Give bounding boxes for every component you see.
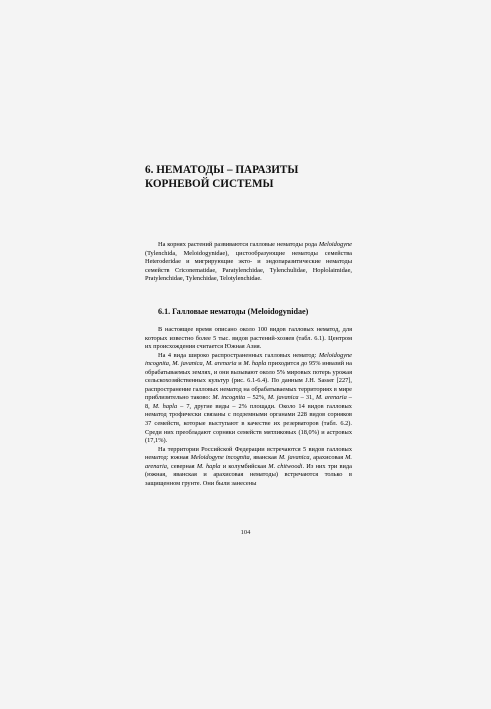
section-body (145, 326, 352, 488)
italic-run: M. incognita (212, 394, 246, 402)
text-run: (Tylenchida, Meloidogynidae), цистообразующие нематоды семейства Heteroderidae и мигрирующие экто- и эндопаразитические нематоды семейств Criconematidae, Paratylenchidae, Tylenchulidae, Hoplolaimidae, Pratylenchidae, Tylenchidae, Telotylenchidae. (145, 249, 352, 283)
paragraph-1: В настоящее время описано около 100 видов галловых нематод, для которых известно более 5 тыс. видов растений-хозяев (табл. 6.1). Центром их происхождения считается Южная Азия. (145, 326, 352, 351)
section-title: 6.1. Галловые нематоды (Meloidogynidae) (158, 307, 309, 316)
text-run: – 31, (298, 394, 316, 402)
paragraph-2 (145, 352, 352, 446)
text-run: – 8, (145, 394, 352, 410)
text-run: , арахисовая (309, 454, 346, 462)
italic-run: M. hapla (152, 402, 178, 410)
text-run: . Из них три вида (южная, яванская и арахисовая нематоды) встречаются только в защищенном грунте. Они были занесены (145, 462, 352, 487)
chapter-title: 6. НЕМАТОДЫ – ПАРАЗИТЫ КОРНЕВОЙ СИСТЕМЫ (145, 164, 299, 190)
text-run: На корнях растений развиваются галловые нематоды рода (158, 241, 319, 248)
text-run: – 7, другие виды – 2% площади. Около 14 видов галловых нематод трофически связаны с подземными органами 228 видов сорняков 37 семейств, которые выступают в качестве их резерваторов (табл. 6.2). Среди них преобладают сорняки семейств мятликовых (18,0%) и астровых (17,1%). (145, 402, 352, 445)
text-run: , яванская (249, 454, 279, 462)
italic-run: M. javanica (278, 454, 310, 462)
italic-run: M. arenaria (315, 394, 347, 402)
text-run: , северная (166, 462, 197, 470)
text-run: приходится до 95% инвазий на обрабатываемых землях, и они вызывают около 5% мировых потерь урожая сельскохозяйственных культур (рис. 6.1-6.4). По данным J.H. Sasser [227], распространение галловых нематод на обрабатываемых территориях в мире приблизительно таково: (145, 360, 352, 402)
italic-run: M. chitwoodi (268, 462, 303, 470)
italic-run: M. hapla (196, 462, 221, 470)
italic-run: M. arenaria (145, 454, 352, 470)
text-run: и колумбийская (220, 462, 269, 470)
text-run: и (236, 360, 244, 368)
text-run: На территории Российской Федерации встречаются 5 видов галловых нематод: южная (145, 445, 352, 462)
italic-run: M. hapla (243, 360, 267, 368)
text-run: На 4 вида широко распространенных галловых нематод: (158, 351, 319, 359)
text-run: – 52%, (245, 394, 268, 402)
paragraph-3 (145, 446, 352, 489)
italic-run: Meloidogyne incognita, M. javanica, M. arenaria (145, 351, 352, 368)
page-number: 104 (240, 529, 251, 536)
italic-run: M. javanica (267, 394, 299, 402)
intro-paragraph (145, 241, 352, 284)
italic-run: Meloidogyne (318, 241, 352, 248)
italic-run: Meloidogyne incognita (190, 454, 250, 462)
